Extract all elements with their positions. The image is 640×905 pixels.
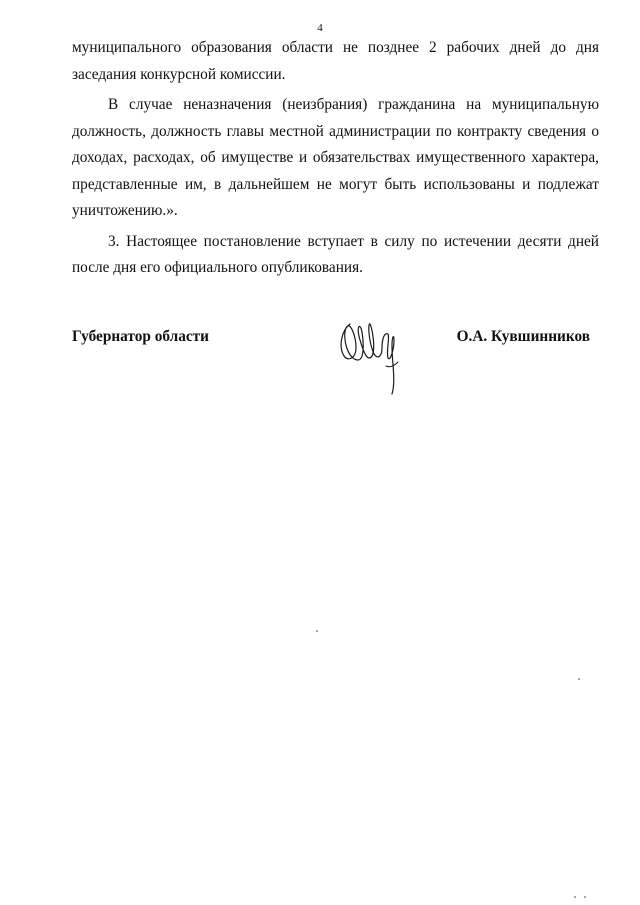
page-number: 4 (317, 22, 323, 34)
paragraph-non-appointment: В случае неназначения (неизбрания) гражданина на муниципальную должность, должность главы местной администрации по контракту сведения о доходах, расходах, об имуществе и обязательствах имущественного характера, представленные им, в дальнейшем не могут быть использованы и подлежат уничтожению.». (72, 96, 599, 219)
handwritten-signature (334, 310, 414, 400)
scan-speck (584, 896, 586, 898)
paragraph-effective-date: 3. Настоящее постановление вступает в силу по истечении десяти дней после дня его официального опубликования. (72, 232, 599, 276)
signer-title: Губернатор области (72, 328, 209, 345)
body-text (72, 35, 599, 282)
paragraph-continuation: муниципального образования области не позднее 2 рабочих дней до дня заседания конкурсной комиссии. (72, 39, 599, 83)
scan-speck (578, 678, 580, 680)
signature-block (72, 310, 590, 410)
scan-speck (574, 896, 576, 898)
scan-speck (316, 630, 318, 632)
signer-name: О.А. Кувшинников (456, 328, 590, 345)
